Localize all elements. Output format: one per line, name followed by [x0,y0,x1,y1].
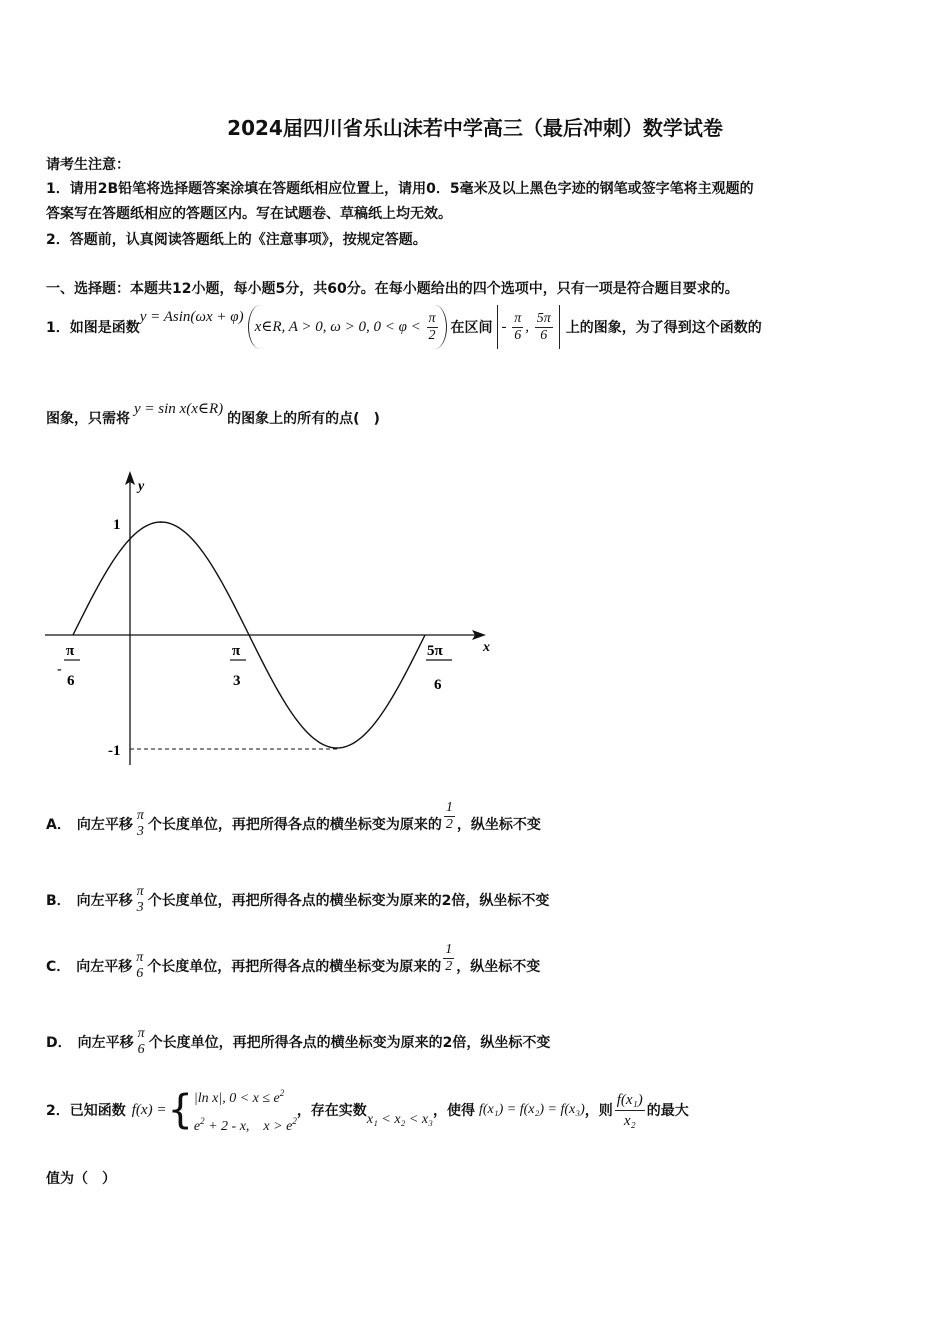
q2-text-3: ，则 [584,1103,613,1119]
option-a-label: A． [46,817,71,833]
q2-inequality: x₁ < x₂ < x₃ [366,1112,433,1127]
y-tick-1: 1 [113,517,121,533]
x-axis-label: x [483,640,490,655]
option-a-pre: 向左平移 [76,817,133,833]
option-c-shift: π 6 [136,950,144,981]
q1-line2-prefix: 图象，只需将 [46,411,130,427]
q2-case-2: $e^2 + 2 - x$, $x > e^2$ [193,1116,297,1134]
option-c-pre: 向左平移 [76,959,133,975]
x-tick-5pi: 5π [427,643,443,659]
x-tick-pi: π [232,643,241,659]
x-tick-neg-six: 6 [67,673,75,689]
q2-text-2: ，使得 [432,1103,475,1119]
question-1-stem-line-2 [46,400,380,436]
notice-heading: 请考生注意： [46,157,130,173]
x-tick-neg-sign: - [57,662,62,677]
y-axis-label: y [138,479,145,494]
q2-text-4: 的最大 [646,1103,689,1119]
section-heading: 一、选择题：本题共12小题，每小题5分，共60分。在每小题给出的四个选项中，只有一项是符合题目要求的。 [46,281,739,297]
q1-interval-label: 在区间 [450,320,493,336]
q1-sin-function: y = sin x(x∈R) [134,400,224,417]
option-d[interactable] [46,1020,550,1064]
notice-line-1: 1．请用2B铅笔将选择题答案涂填在答题纸相应位置上，请用0．5毫米及以上黑色字迹的钢笔或签字笔将主观题的 [46,181,754,197]
q1-prefix: 1．如图是函数 [46,320,140,336]
q2-ratio: $\frac{\text{f(x₁)}}{\text{x₂}}$ [616,1091,643,1129]
option-a-post: ，纵坐标不变 [456,817,541,833]
y-tick-neg1: -1 [108,743,121,759]
option-b-post: 个长度单位，再把所得各点的横坐标变为原来的2倍，纵坐标不变 [147,893,550,909]
question-2-stem [46,1082,689,1138]
option-b-shift: π 3 [136,884,144,915]
option-c-scale: $\frac{1}{2}$ [445,941,453,974]
option-a-scale: $\frac{1}{2}$ [445,799,453,832]
q2-case-1: |ln x|, $0 < x \le e^2$ [193,1088,285,1106]
q2-equation: f(x₁) = f(x₂) = f(x₃) [478,1102,585,1117]
x-tick-three: 3 [233,673,241,689]
sine-graph [40,465,500,785]
option-d-pre: 向左平移 [77,1035,134,1051]
page-title: 2024届四川省乐山沫若中学高三（最后冲刺）数学试卷 [227,116,723,140]
x-tick-six: 6 [434,677,442,693]
q1-condition [248,305,447,349]
option-d-shift: π 6 [137,1026,145,1057]
q1-pi-over-2: $\frac{\pi}{2}$ [428,311,436,344]
q2-line-2: 值为（ ） [46,1171,116,1187]
notice-line-3: 2．答题前，认真阅读答题纸上的《注意事项》，按规定答题。 [46,232,427,248]
option-d-post: 个长度单位，再把所得各点的横坐标变为原来的2倍，纵坐标不变 [148,1035,551,1051]
q1-condition-text: x∈R, A > 0, ω > 0, 0 < φ < [254,319,421,335]
option-c-post: ，纵坐标不变 [456,959,541,975]
q1-function: y = Asin(ωx + φ) [139,308,244,325]
option-a-shift: π 3 [136,808,144,839]
question-1-stem [46,303,762,351]
option-c-mid: 个长度单位，再把所得各点的横坐标变为原来的 [147,959,442,975]
q1-interval: - $\frac{\pi}{6}$ , $\frac{5\pi}{6}$ [497,305,560,349]
q2-piecewise [194,1082,297,1138]
notice-line-2: 答案写在答题纸相应的答题区内。写在试题卷、草稿纸上均无效。 [46,206,452,222]
option-b-label: B． [46,893,71,909]
q2-brace: { [167,1087,193,1133]
option-d-label: D． [46,1035,72,1051]
q1-line2-suffix: 的图象上的所有的点( ) [227,411,380,427]
q2-prefix: 2．已知函数 [46,1103,126,1119]
q1-suffix: 上的图象，为了得到这个函数的 [565,320,762,336]
q2-text-1: ，存在实数 [296,1103,367,1119]
option-a[interactable] [46,800,541,848]
option-b-pre: 向左平移 [76,893,133,909]
option-c-label: C． [46,959,71,975]
option-c[interactable] [46,942,540,990]
q2-fx: f(x) = [131,1101,167,1118]
option-b[interactable] [46,878,549,922]
option-a-mid: 个长度单位，再把所得各点的横坐标变为原来的 [147,817,442,833]
x-tick-neg-pi: π [66,643,75,659]
